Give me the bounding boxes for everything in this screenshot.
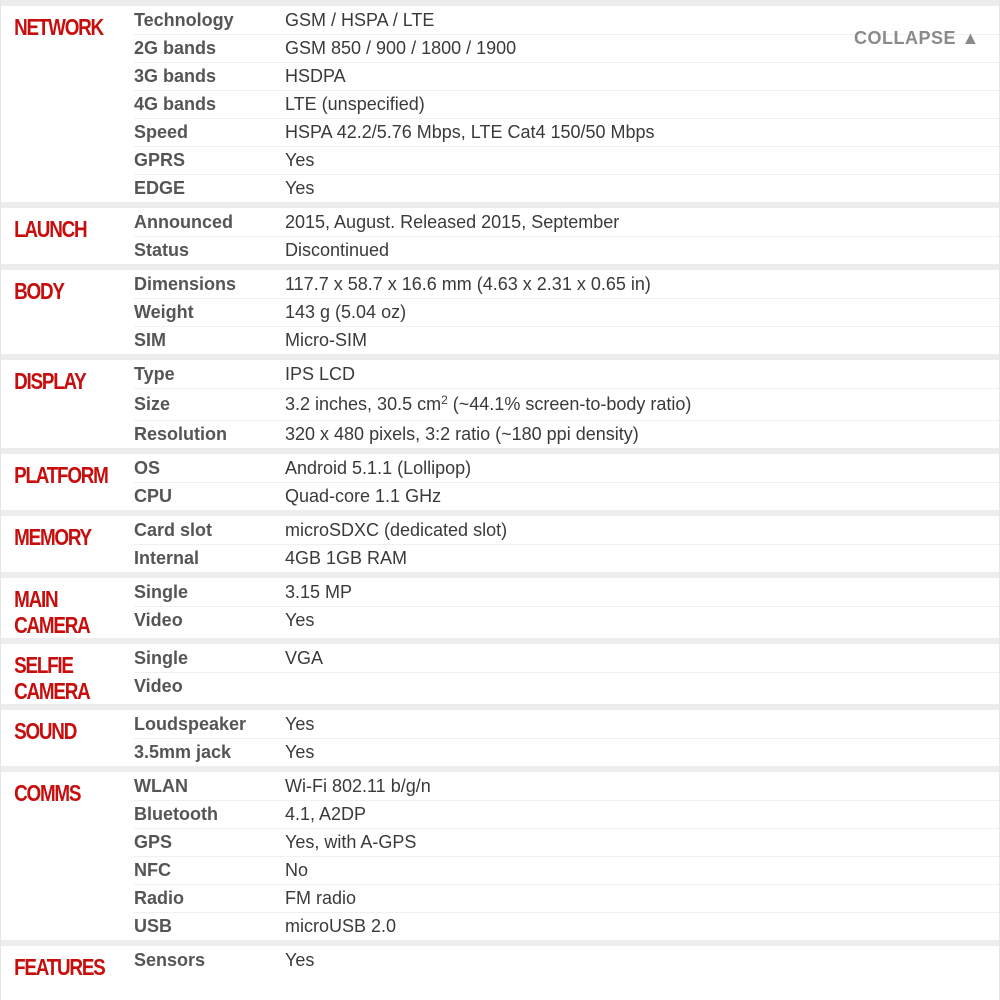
spec-row bbox=[134, 146, 999, 174]
spec-value: LTE (unspecified) bbox=[285, 94, 425, 114]
section-title: DISPLAY bbox=[14, 368, 86, 394]
spec-section-sound bbox=[1, 704, 999, 766]
spec-row bbox=[134, 236, 999, 264]
spec-row bbox=[134, 738, 999, 766]
spec-row bbox=[134, 174, 999, 202]
spec-rows bbox=[134, 208, 999, 264]
spec-label: EDGE bbox=[134, 178, 186, 198]
spec-label: GPS bbox=[134, 832, 173, 852]
spec-value: IPS LCD bbox=[285, 363, 356, 384]
spec-value: GSM / HSPA / LTE bbox=[285, 9, 435, 30]
spec-label: Dimensions bbox=[134, 273, 237, 294]
spec-row bbox=[134, 388, 999, 420]
spec-label: Video bbox=[134, 610, 183, 630]
section-title: BODY bbox=[14, 278, 64, 304]
spec-label: Bluetooth bbox=[134, 804, 218, 824]
spec-section-comms bbox=[1, 766, 999, 940]
spec-rows bbox=[134, 644, 999, 704]
spec-rows bbox=[134, 772, 999, 940]
spec-row bbox=[134, 420, 999, 448]
spec-row bbox=[134, 482, 999, 510]
spec-section-memory bbox=[1, 510, 999, 572]
spec-rows bbox=[134, 270, 999, 354]
spec-row bbox=[134, 298, 999, 326]
spec-label: Single bbox=[134, 647, 189, 668]
spec-row bbox=[134, 912, 999, 940]
spec-rows bbox=[134, 454, 999, 510]
spec-value: HSPA 42.2/5.76 Mbps, LTE Cat4 150/50 Mbps bbox=[285, 122, 655, 142]
spec-value: Wi-Fi 802.11 b/g/n bbox=[285, 775, 431, 796]
superscript: 2 bbox=[441, 393, 448, 407]
spec-row bbox=[134, 326, 999, 354]
spec-value: Discontinued bbox=[285, 240, 390, 260]
spec-label: Resolution bbox=[134, 424, 227, 444]
spec-label: CPU bbox=[134, 486, 173, 506]
section-title: MEMORY bbox=[14, 524, 91, 550]
spec-row bbox=[134, 710, 999, 738]
spec-label: Single bbox=[134, 581, 189, 602]
spec-value: Yes bbox=[285, 610, 315, 630]
spec-section-platform bbox=[1, 448, 999, 510]
spec-rows bbox=[134, 578, 999, 638]
spec-section-body bbox=[1, 264, 999, 354]
spec-value: Micro-SIM bbox=[285, 330, 367, 350]
spec-label: 2G bands bbox=[134, 38, 217, 58]
spec-rows bbox=[134, 710, 999, 766]
spec-value: 4.1, A2DP bbox=[285, 804, 367, 824]
spec-section-main-camera bbox=[1, 572, 999, 638]
spec-value: No bbox=[285, 860, 309, 880]
spec-label: NFC bbox=[134, 860, 171, 880]
spec-row bbox=[134, 90, 999, 118]
spec-value: Yes bbox=[285, 150, 315, 170]
spec-value: Yes bbox=[285, 178, 315, 198]
section-title: FEATURES bbox=[14, 954, 105, 980]
spec-label: Size bbox=[134, 394, 171, 414]
spec-label: Speed bbox=[134, 122, 189, 142]
spec-value: Yes, with A-GPS bbox=[285, 832, 417, 852]
spec-label: Loudspeaker bbox=[134, 713, 247, 734]
spec-row bbox=[134, 270, 999, 298]
spec-label: SIM bbox=[134, 330, 167, 350]
spec-row bbox=[134, 828, 999, 856]
spec-label: GPRS bbox=[134, 150, 186, 170]
spec-value: GSM 850 / 900 / 1800 / 1900 bbox=[285, 38, 517, 58]
spec-section-network bbox=[1, 0, 999, 202]
spec-rows bbox=[134, 516, 999, 572]
spec-label: Type bbox=[134, 363, 175, 384]
spec-value: FM radio bbox=[285, 888, 357, 908]
spec-label: Radio bbox=[134, 888, 185, 908]
spec-section-selfie-camera bbox=[1, 638, 999, 704]
spec-row bbox=[134, 672, 999, 700]
spec-row bbox=[134, 118, 999, 146]
spec-row bbox=[134, 884, 999, 912]
spec-row bbox=[134, 578, 999, 606]
spec-section-launch bbox=[1, 202, 999, 264]
spec-value: HSDPA bbox=[285, 66, 346, 86]
spec-label: Video bbox=[134, 676, 183, 696]
spec-value: Quad-core 1.1 GHz bbox=[285, 486, 442, 506]
spec-label: Sensors bbox=[134, 949, 206, 970]
spec-value: microSDXC (dedicated slot) bbox=[285, 519, 508, 540]
spec-label: OS bbox=[134, 457, 161, 478]
spec-value: 320 x 480 pixels, 3:2 ratio (~180 ppi density) bbox=[285, 424, 639, 444]
section-title: SOUND bbox=[14, 718, 77, 744]
spec-row bbox=[134, 800, 999, 828]
section-title: COMMS bbox=[14, 780, 81, 806]
spec-label: Status bbox=[134, 240, 190, 260]
spec-row bbox=[134, 360, 999, 388]
spec-rows bbox=[134, 946, 999, 980]
spec-row bbox=[134, 856, 999, 884]
spec-value: VGA bbox=[285, 647, 324, 668]
spec-label: 3.5mm jack bbox=[134, 742, 232, 762]
spec-value: 2015, August. Released 2015, September bbox=[285, 211, 620, 232]
spec-value: Android 5.1.1 (Lollipop) bbox=[285, 457, 472, 478]
spec-label: WLAN bbox=[134, 775, 188, 796]
spec-value: 117.7 x 58.7 x 16.6 mm (4.63 x 2.31 x 0.65 in) bbox=[285, 273, 651, 294]
spec-rows bbox=[134, 360, 999, 448]
spec-value-main: 3.2 inches, 30.5 cm bbox=[285, 394, 442, 414]
spec-value: 4GB 1GB RAM bbox=[285, 548, 408, 568]
spec-label: Internal bbox=[134, 548, 200, 568]
spec-value: microUSB 2.0 bbox=[285, 916, 397, 936]
spec-row bbox=[134, 516, 999, 544]
spec-section-features bbox=[1, 940, 999, 980]
spec-value: Yes bbox=[285, 713, 315, 734]
spec-section-display bbox=[1, 354, 999, 448]
section-title: PLATFORM bbox=[14, 462, 108, 488]
section-title: MAIN CAMERA bbox=[14, 586, 90, 638]
spec-value: Yes bbox=[285, 949, 315, 970]
spec-row bbox=[134, 644, 999, 672]
section-title: SELFIE CAMERA bbox=[14, 652, 90, 704]
spec-value: 143 g (5.04 oz) bbox=[285, 302, 407, 322]
spec-label: USB bbox=[134, 916, 173, 936]
collapse-button[interactable]: COLLAPSE ▲ bbox=[854, 28, 980, 48]
spec-label: Card slot bbox=[134, 519, 213, 540]
spec-row bbox=[134, 208, 999, 236]
section-title: NETWORK bbox=[14, 14, 103, 40]
spec-row bbox=[134, 62, 999, 90]
spec-value: Yes bbox=[285, 742, 315, 762]
spec-label: Weight bbox=[134, 302, 194, 322]
spec-label: Technology bbox=[134, 9, 234, 30]
spec-row bbox=[134, 946, 999, 974]
spec-row bbox=[134, 544, 999, 572]
spec-row bbox=[134, 772, 999, 800]
spec-row bbox=[134, 606, 999, 634]
spec-row bbox=[134, 454, 999, 482]
spec-label: 4G bands bbox=[134, 94, 217, 114]
section-title: LAUNCH bbox=[14, 216, 87, 242]
spec-label: Announced bbox=[134, 211, 233, 232]
spec-value: 3.15 MP bbox=[285, 581, 353, 602]
spec-label: 3G bands bbox=[134, 66, 217, 86]
spec-value bbox=[285, 394, 999, 415]
spec-value-rest: (~44.1% screen-to-body ratio) bbox=[447, 394, 692, 414]
